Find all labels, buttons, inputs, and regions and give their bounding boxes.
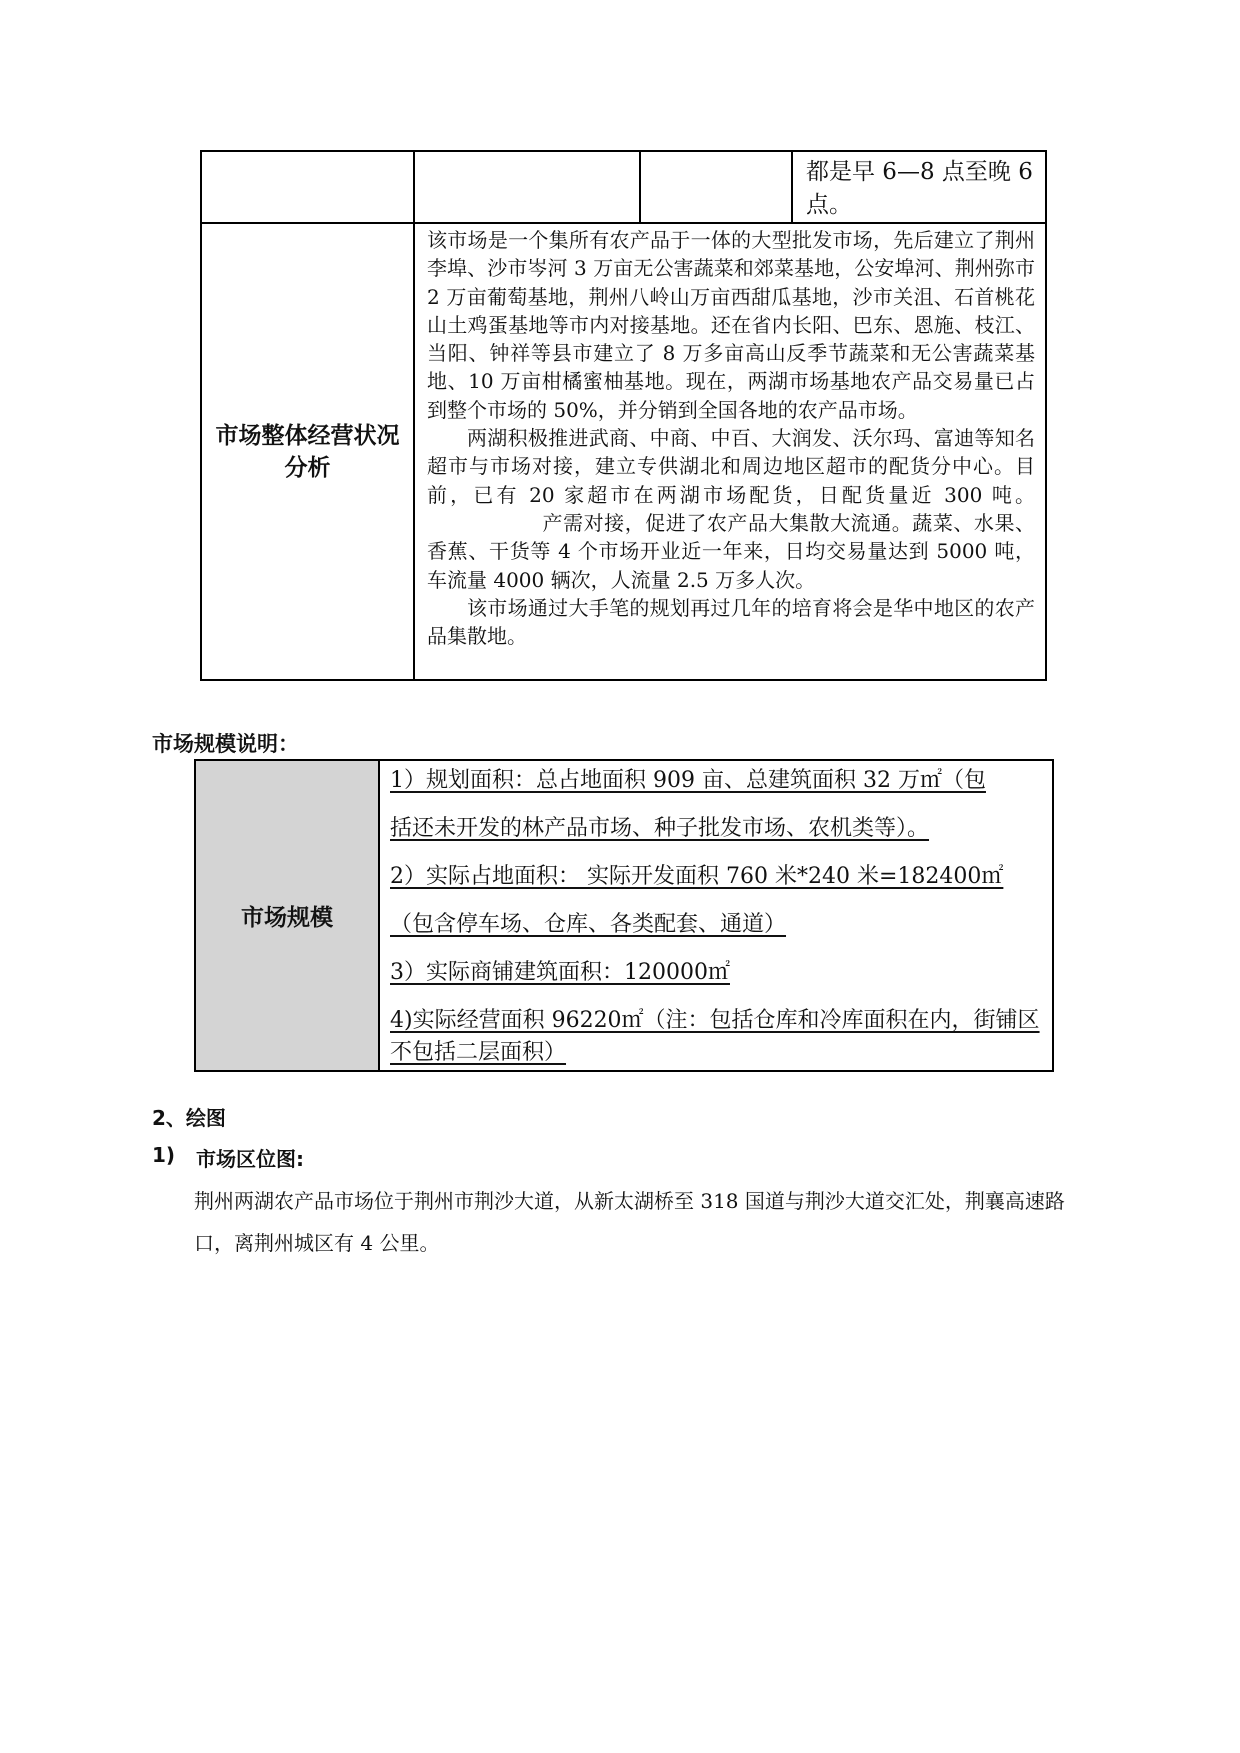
- operation-analysis-cell: [414, 223, 1046, 680]
- operation-analysis-row: [201, 223, 1046, 680]
- market-scale-label: 市场规模: [195, 760, 379, 1071]
- operation-analysis-text: [415, 224, 1045, 650]
- continuation-row: [201, 151, 1046, 223]
- hours-cell: [792, 151, 1046, 223]
- analysis-paragraph-2a: 两湖积极推进武商、中商、中百、大润发、沃尔玛、富迪等知名超市与市场对接，建立专供湖北和周边地区超市的配货分中心。目前，已有 20 家超市在两湖市场配货，日配货量近 300 吨。: [427, 426, 1035, 507]
- operation-analysis-label: 市场整体经营状况分析: [201, 223, 414, 680]
- subsection-title: 市场区位图:: [196, 1147, 304, 1171]
- scale-line-1: 1）规划面积：总占地面积 909 亩、总建筑面积 32 万㎡（包: [390, 768, 986, 793]
- scale-line-4: （包含停车场、仓库、各类配套、通道）: [390, 912, 787, 937]
- subsection-number: 1): [152, 1143, 176, 1167]
- analysis-paragraph-1: 该市场是一个集所有农产品于一体的大型批发市场，先后建立了荆州李埠、沙市岑河 3 万亩无公害蔬菜和郊菜基地，公安埠河、荆州弥市 2 万亩葡萄基地，荆州八岭山万亩西甜瓜基地，沙市关沮、石首桃花山土鸡蛋基地等市内对接基地。还在省内长阳、巴东、恩施、枝江、当阳、钟祥等县市建立了 8 万多亩高山反季节蔬菜和无公害蔬菜基地、10 万亩柑橘蜜柚基地。现在，两湖市场基地农产品交易量已占到整个市场的 50%，并分销到全国各地的农产品市场。: [427, 228, 1035, 422]
- scale-heading: 市场规模说明：: [152, 732, 299, 756]
- empty-cell: [640, 151, 792, 223]
- scale-line-5: 3）实际商铺建筑面积：120000㎡: [390, 960, 730, 985]
- empty-cell: [201, 151, 414, 223]
- market-scale-row: [195, 760, 1053, 1071]
- empty-cell: [414, 151, 640, 223]
- scale-line-3: 2）实际占地面积： 实际开发面积 760 米*240 米=182400㎡: [390, 864, 1004, 889]
- market-scale-table: [194, 759, 1054, 1072]
- market-scale-content: [379, 760, 1053, 1071]
- scale-line-2: 括还未开发的林产品市场、种子批发市场、农机类等）。: [390, 816, 930, 841]
- analysis-paragraph-2: [427, 424, 1035, 594]
- analysis-paragraph-3: 该市场通过大手笔的规划再过几年的培育将会是华中地区的农产品集散地。: [427, 595, 1035, 649]
- analysis-paragraph-2b: 产需对接，促进了农产品大集散大流通。蔬菜、水果、香蕉、干货等 4 个市场开业近一年来，日均交易量达到 5000 吨，车流量 4000 辆次，人流量 2.5 万多人次。: [427, 510, 1035, 592]
- location-paragraph: 荆州两湖农产品市场位于荆州市荆沙大道，从新太湖桥至 318 国道与荆沙大道交汇处，荆襄高速路口，离荆州城区有 4 公里。: [194, 1189, 1065, 1255]
- scale-line-6: 4)实际经营面积 96220㎡（注：包括仓库和冷库面积在内，街铺区不包括二层面积）: [390, 1008, 1040, 1065]
- hours-text: 都是早 6—8 点至晚 6 点。: [806, 159, 1033, 218]
- market-operation-table: [200, 150, 1047, 681]
- section-heading-drawing: 2、绘图: [152, 1106, 226, 1130]
